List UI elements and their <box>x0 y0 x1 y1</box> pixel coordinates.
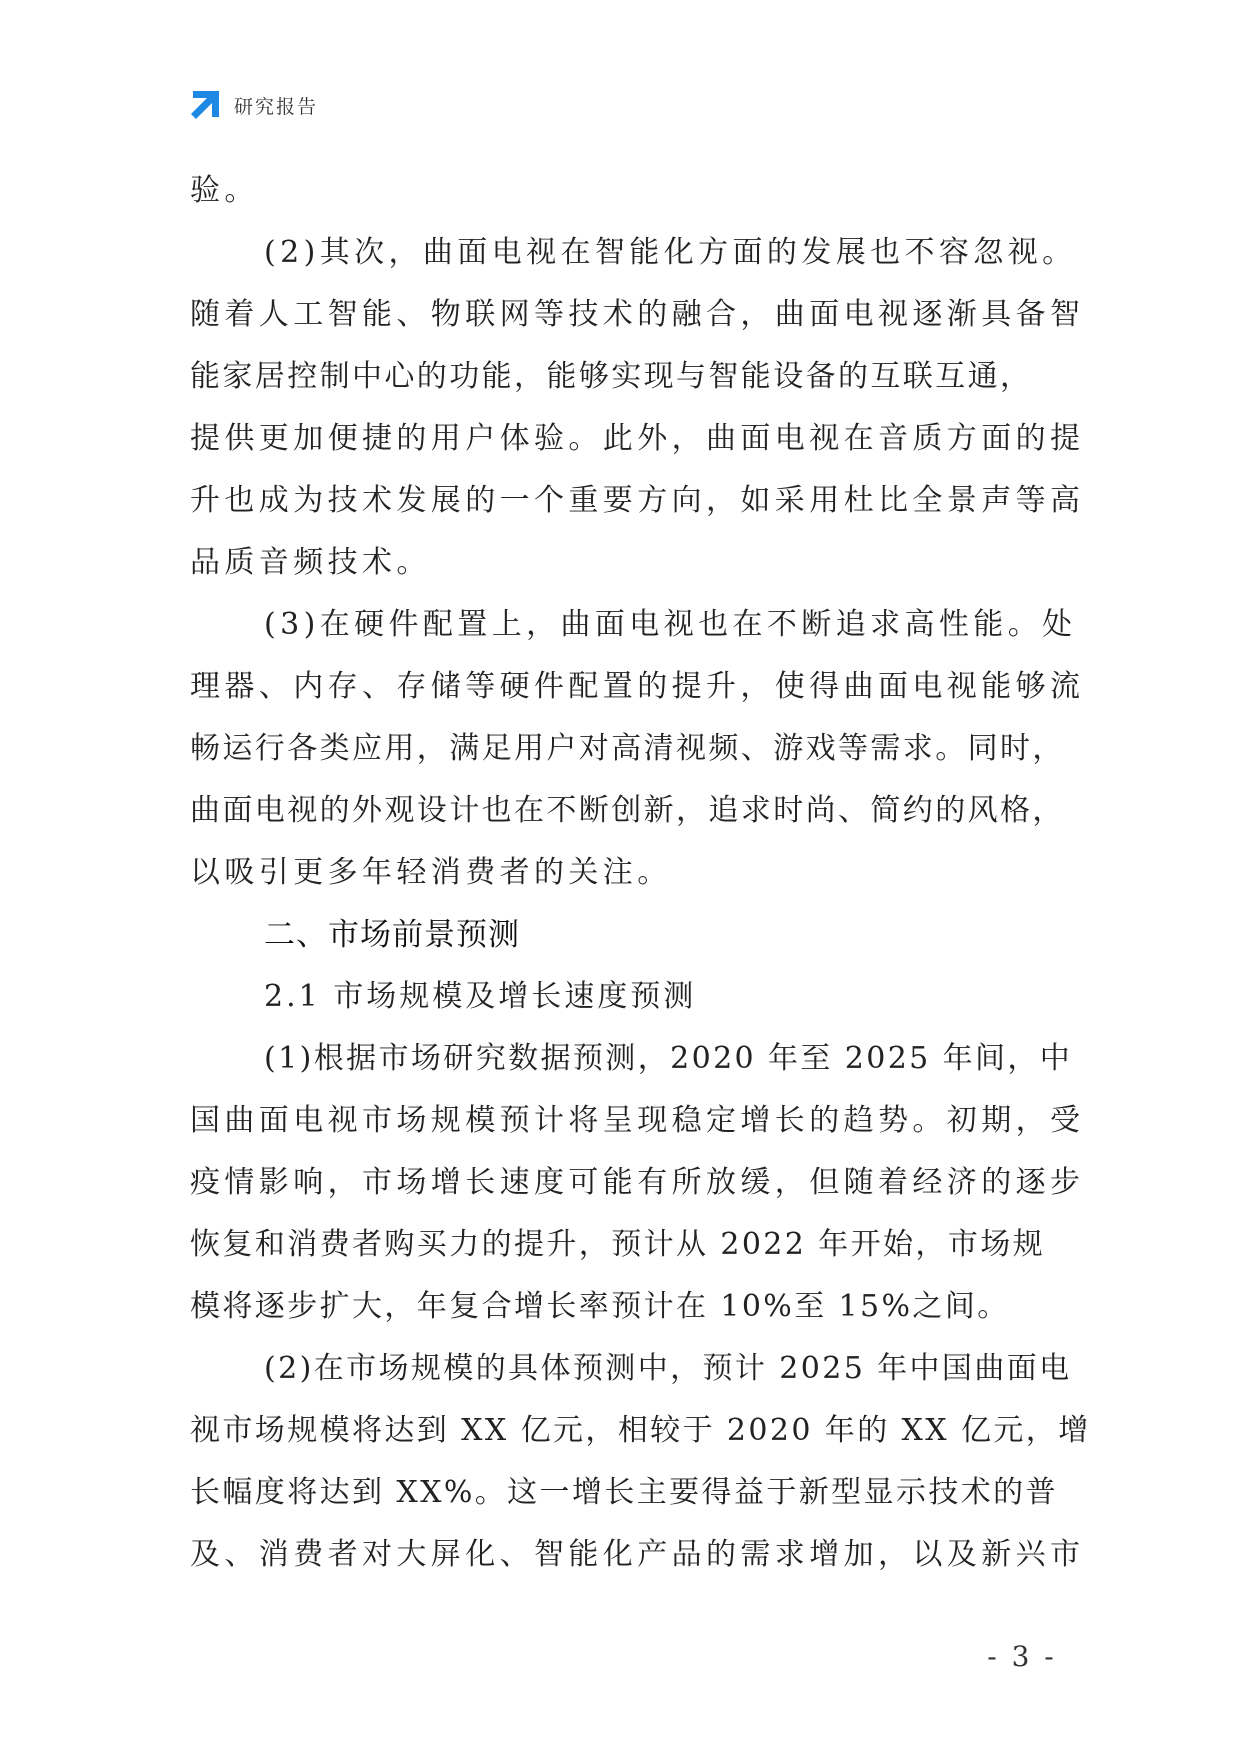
paragraph-line: 长幅度将达到 XX%。这一增长主要得益于新型显示技术的普 <box>190 1475 1058 1510</box>
paragraph-line: 及、消费者对大屏化、智能化产品的需求增加，以及新兴市 <box>190 1537 1085 1572</box>
paragraph-line: 恢复和消费者购买力的提升，预计从 2022 年开始，市场规 <box>190 1227 1046 1262</box>
paragraph-line: 国曲面电视市场规模预计将呈现稳定增长的趋势。初期，受 <box>190 1103 1085 1138</box>
paragraph-line: 验。 <box>190 173 259 208</box>
paragraph-line: 升也成为技术发展的一个重要方向，如采用杜比全景声等高 <box>190 483 1085 518</box>
header-title: 研究报告 <box>234 95 319 118</box>
paragraph-line: (3)在硬件配置上，曲面电视也在不断追求高性能。处 <box>264 607 1077 642</box>
paragraph-line: 模将逐步扩大，年复合增长率预计在 10%至 15%之间。 <box>190 1289 1010 1324</box>
paragraph-line: 以吸引更多年轻消费者的关注。 <box>190 855 672 890</box>
document-body <box>190 160 1091 1586</box>
page-number: - 3 - <box>987 1640 1057 1673</box>
paragraph-line: 曲面电视的外观设计也在不断创新，追求时尚、简约的风格， <box>190 793 1065 828</box>
paragraph-line: (2)在市场规模的具体预测中，预计 2025 年中国曲面电 <box>264 1351 1072 1386</box>
paragraph-line: 理器、内存、存储等硬件配置的提升，使得曲面电视能够流 <box>190 669 1085 704</box>
paragraph-line: (1)根据市场研究数据预测，2020 年至 2025 年间，中 <box>264 1041 1073 1076</box>
arrow-logo-icon <box>188 88 222 122</box>
subsection-heading: 2.1 市场规模及增长速度预测 <box>264 979 697 1014</box>
section-heading: 二、市场前景预测 <box>264 917 520 953</box>
paragraph-line: 能家居控制中心的功能，能够实现与智能设备的互联互通， <box>190 359 1033 394</box>
page-header <box>188 88 318 122</box>
paragraph-line: 提供更加便捷的用户体验。此外，曲面电视在音质方面的提 <box>190 421 1085 456</box>
paragraph-line: 随着人工智能、物联网等技术的融合，曲面电视逐渐具备智 <box>190 297 1085 332</box>
paragraph-line: 疫情影响，市场增长速度可能有所放缓，但随着经济的逐步 <box>190 1165 1085 1200</box>
paragraph-line: 品质音频技术。 <box>190 545 431 580</box>
paragraph-line: 畅运行各类应用，满足用户对高清视频、游戏等需求。同时， <box>190 731 1065 766</box>
paragraph-line: (2)其次，曲面电视在智能化方面的发展也不容忽视。 <box>264 235 1077 270</box>
paragraph-line: 视市场规模将达到 XX 亿元，相较于 2020 年的 XX 亿元，增 <box>190 1413 1091 1448</box>
